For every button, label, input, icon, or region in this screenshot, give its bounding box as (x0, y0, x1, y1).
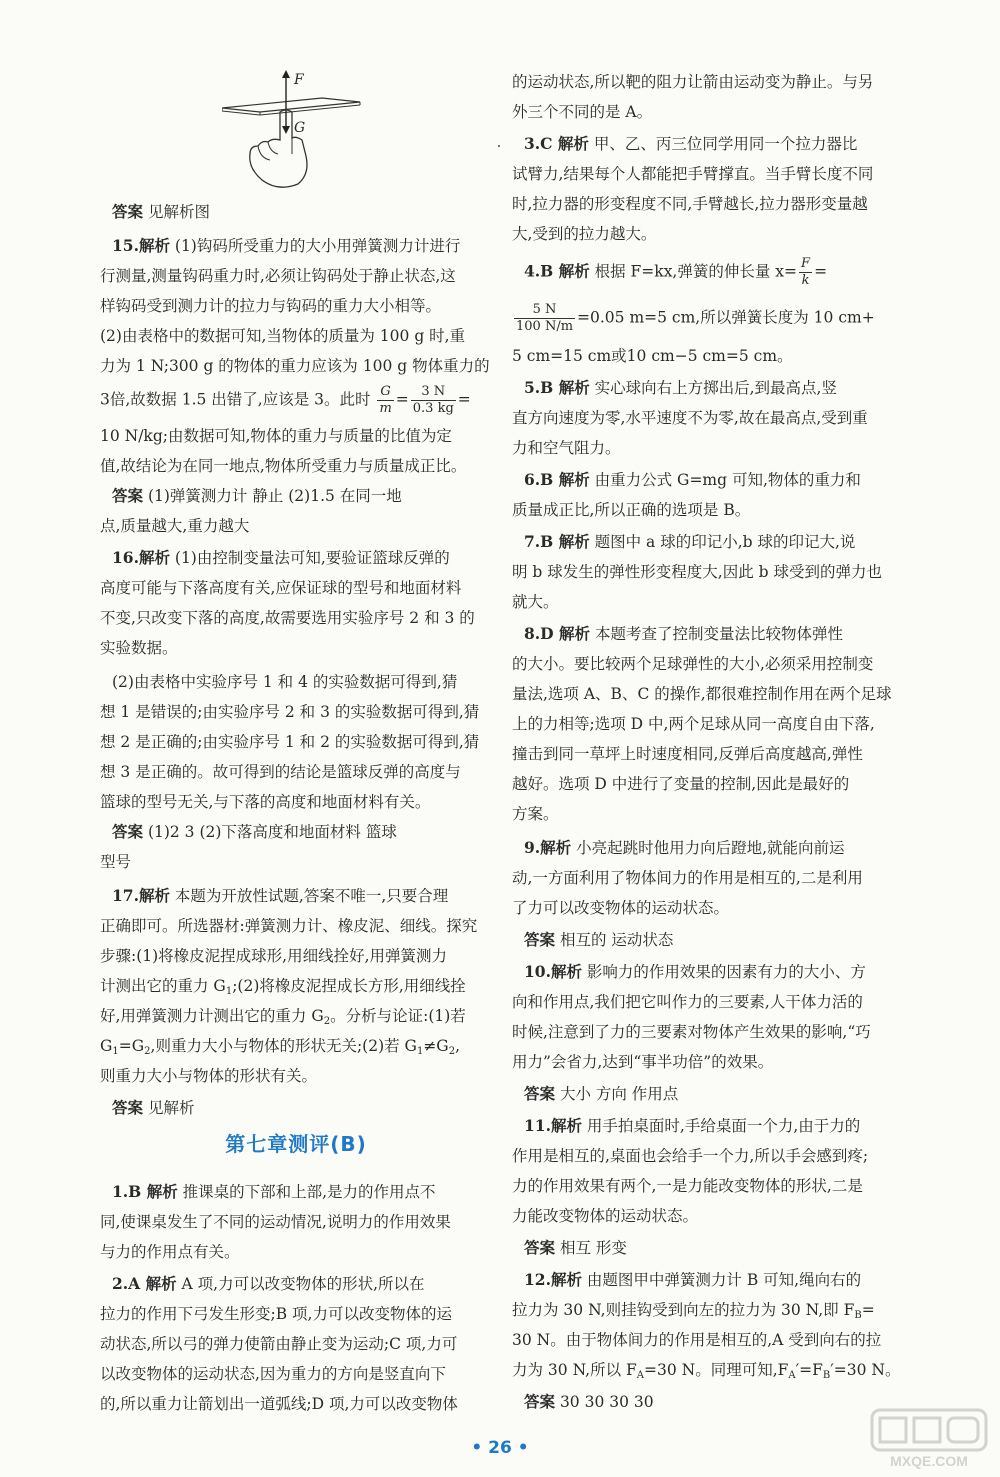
text-line: 实验数据。 (100, 639, 178, 657)
q4-head: 4.B 解析 根据 F=kx,弹簧的伸长量 x= $\frac{F}{k}$ = (524, 256, 828, 288)
text-line: 大,受到的拉力越大。 (512, 225, 657, 243)
text-line: 的,所以重力让箭划出一道弧线;D 项,力可以改变物体 (100, 1395, 458, 1413)
text-line: 力能改变物体的运动状态。 (512, 1207, 699, 1225)
text-line: 拉力为 30 N,则挂钩受到向左的拉力为 30 N,即 $F_B=$ (512, 1301, 875, 1321)
q1-head: 1.B 解析 推课桌的下部和上部,是力的作用点不 (112, 1182, 436, 1201)
text-line: 方案。 (512, 805, 559, 823)
text-line: 值,故结论为在同一地点,物体所受重力与质量成正比。 (100, 457, 467, 475)
figure-label-f: F (294, 72, 304, 88)
q7-head: 7.B 解析 题图中 a 球的印记小,b 球的印记大,说 (524, 532, 856, 551)
text-line: 力为 1 N;300 g 的物体的重力应该为 100 g 物体重力的 (100, 357, 490, 375)
text-line: 质量成正比,所以正确的选项是 B。 (512, 501, 751, 519)
text-line: $G_1=G_2$,则重力大小与物体的形状无关;(2)若 $G_1\ne G_2$, (100, 1037, 460, 1057)
text-line: 想 2 是正确的;由实验序号 1 和 2 的实验数据可得到,猜 (100, 733, 480, 751)
margin-mark (498, 145, 500, 147)
text-line: 的运动状态,所以靶的阻力让箭由运动变为静止。与另 (512, 73, 874, 91)
text-line: 5 cm=15 cm或10 cm−5 cm=5 cm。 (512, 347, 793, 365)
text-line: (2)由表格中实验序号 1 和 4 的实验数据可得到,猜 (112, 673, 458, 691)
text-line: 力的作用效果有两个,一是力能改变物体的形状,二是 (512, 1177, 863, 1195)
q8-head: 8.D 解析 本题考查了控制变量法比较物体弹性 (524, 624, 843, 643)
text-line: 30 N。由于物体间力的作用是相互的,A 受到向右的拉 (512, 1331, 882, 1349)
text-line: 时候,注意到了力的三要素对物体产生效果的影响,“巧 (512, 1023, 871, 1041)
text-line: 撞击到同一草坪上时速度相同,反弹后高度越高,弹性 (512, 745, 863, 763)
text-line: 高度可能与下落高度有关,应保证球的型号和地面材料 (100, 579, 462, 597)
text-line-formula: $\frac{5 N}{100 N/m}$ =0.05 m=5 cm,所以弹簧长度为 10 cm+ (516, 302, 875, 334)
fraction: $\frac{5 N}{100 N/m}$ (516, 302, 574, 334)
fraction: $\frac{F}{k}$ (801, 256, 811, 288)
text-line: 想 3 是正确的。故可得到的结论是篮球反弹的高度与 (100, 763, 461, 781)
text-line: 点,质量越大,重力越大 (100, 517, 250, 535)
text-line: 计测出它的重力 $G_1;(2)$将橡皮泥捏成长方形,用细线拴 (100, 977, 466, 997)
q6-head: 6.B 解析 由重力公式 G=mg 可知,物体的重力和 (524, 470, 861, 489)
text-line: 则重力大小与物体的形状有关。 (100, 1067, 318, 1085)
answer-line: 答案 相互 形变 (524, 1238, 627, 1257)
text-line: 正确即可。所选器材:弹簧测力计、橡皮泥、细线。探究 (100, 917, 478, 935)
q17-head: 17.解析 本题为开放性试题,答案不唯一,只要合理 (112, 886, 449, 905)
text-line: 篮球的型号无关,与下落的高度和地面材料有关。 (100, 793, 431, 811)
q16-head: 16.解析 (1)由控制变量法可知,要验证篮球反弹的 (112, 548, 450, 567)
text-line: 力和空气阻力。 (512, 439, 621, 457)
text-line: 动,一方面利用了物体间力的作用是相互的,二是利用 (512, 869, 863, 887)
text-line: 以改变物体的运动状态,因为重力的方向是竖直向下 (100, 1365, 446, 1383)
answer-line: 答案 (1)2 3 (2)下落高度和地面材料 篮球 (112, 822, 397, 841)
q2-head: 2.A 解析 A 项,力可以改变物体的形状,所以在 (112, 1274, 425, 1293)
answer-line: 答案 见解析图 (112, 202, 210, 221)
text-line: 了力可以改变物体的运动状态。 (512, 899, 730, 917)
text-line: 动状态,所以弓的弹力使箭由静止变为运动;C 项,力可 (100, 1335, 458, 1353)
text-line: 用力”会省力,达到“事半功倍”的效果。 (512, 1053, 774, 1071)
text-line: 直方向速度为零,水平速度不为零,故在最高点,受到重 (512, 409, 868, 427)
text-line: 与力的作用点有关。 (100, 1243, 240, 1261)
text-line: 同,使课桌发生了不同的运动情况,说明力的作用效果 (100, 1213, 451, 1231)
force-diagram-figure (222, 68, 362, 193)
fraction: $\frac{G}{m}$ (379, 384, 392, 416)
answer-line: 答案 (1)弹簧测力计 静止 (2)1.5 在同一地 (112, 486, 402, 505)
text-line: 10 N/kg;由数据可知,物体的重力与质量的比值为定 (100, 427, 452, 445)
figure-label-g: G (294, 120, 306, 136)
q5-head: 5.B 解析 实心球向右上方掷出后,到最高点,竖 (524, 378, 837, 397)
answer-line: 答案 相互的 运动状态 (524, 930, 674, 949)
text-line: 样钩码受到测力计的拉力与钩码的重力大小相等。 (100, 297, 442, 315)
text-line-formula: 3倍,故数据 1.5 出错了,应该是 3。此时 $\frac{G}{m}$ = $\frac{3 N}{0.3 kg}$ = (100, 384, 471, 416)
q9-head: 9.解析 小亮起跳时他用力向后蹬地,就能向前运 (524, 838, 845, 857)
text-line: 明 b 球发生的弹性形变程度大,因此 b 球受到的弹力也 (512, 563, 882, 581)
fraction: $\frac{3 N}{0.3 kg}$ (412, 384, 454, 416)
text-line: 的大小。要比较两个足球弹性的大小,必须采用控制变 (512, 655, 874, 673)
text-line: 外三个不同的是 A。 (512, 103, 653, 121)
answer-line: 答案 大小 方向 作用点 (524, 1084, 679, 1103)
text-line: 不变,只改变下落的高度,故需要选用实验序号 2 和 3 的 (100, 609, 475, 627)
q3-head: 3.C 解析 甲、乙、丙三位同学用同一个拉力器比 (524, 134, 858, 153)
page-number: • 26 • (471, 1438, 529, 1458)
text-line: 量法,选项 A、B、C 的操作,都很难控制作用在两个足球 (512, 685, 892, 703)
answer-line: 答案 见解析 (112, 1098, 195, 1117)
text-line: 向和作用点,我们把它叫作力的三要素,人干体力活的 (512, 993, 863, 1011)
text-line: 就大。 (512, 593, 559, 611)
q11-head: 11.解析 用手拍桌面时,手给桌面一个力,由于力的 (524, 1116, 861, 1135)
q12-head: 12.解析 由题图甲中弹簧测力计 B 可知,绳向右的 (524, 1270, 862, 1289)
q10-head: 10.解析 影响力的作用效果的因素有力的大小、方 (524, 962, 866, 981)
text-line: 作用是相互的,桌面也会给手一个力,所以手会感到疼; (512, 1147, 869, 1165)
text-line: (2)由表格中的数据可知,当物体的质量为 100 g 时,重 (100, 327, 466, 345)
text-line: 型号 (100, 853, 132, 871)
q15-head: 15.解析 (1)钩码所受重力的大小用弹簧测力计进行 (112, 236, 461, 255)
text-line: 上的力相等;选项 D 中,两个足球从同一高度自由下落, (512, 715, 875, 733)
text-line: 力为 30 N,所以 $F_A=30$ N。同理可知$,F_A'=F_B'=30$ N。 (512, 1361, 901, 1381)
watermark-logo (870, 1408, 988, 1470)
text-line: 越好。选项 D 中进行了变量的控制,因此是最好的 (512, 775, 850, 793)
svg-text:MXQE.COM: MXQE.COM (890, 1453, 968, 1469)
section-title: 第七章测评(B) (225, 1132, 367, 1156)
text-line: 步骤:(1)将橡皮泥捏成球形,用细线拴好,用弹簧测力 (100, 947, 448, 965)
text-line: 行测量,测量钩码重力时,必须让钩码处于静止状态,这 (100, 267, 456, 285)
text-line: 拉力的作用下弓发生形变;B 项,力可以改变物体的运 (100, 1305, 452, 1323)
answer-line: 答案 30 30 30 30 (524, 1392, 654, 1411)
text-line: 试臂力,结果每个人都能把手臂撑直。当手臂长度不同 (512, 165, 874, 183)
text-line: 想 1 是错误的;由实验序号 2 和 3 的实验数据可得到,猜 (100, 703, 480, 721)
text-line: 时,拉力器的形变程度不同,手臂越长,拉力器形变量越 (512, 195, 868, 213)
text-line: 好,用弹簧测力计测出它的重力 $G_2$。分析与论证:(1)若 (100, 1007, 466, 1027)
